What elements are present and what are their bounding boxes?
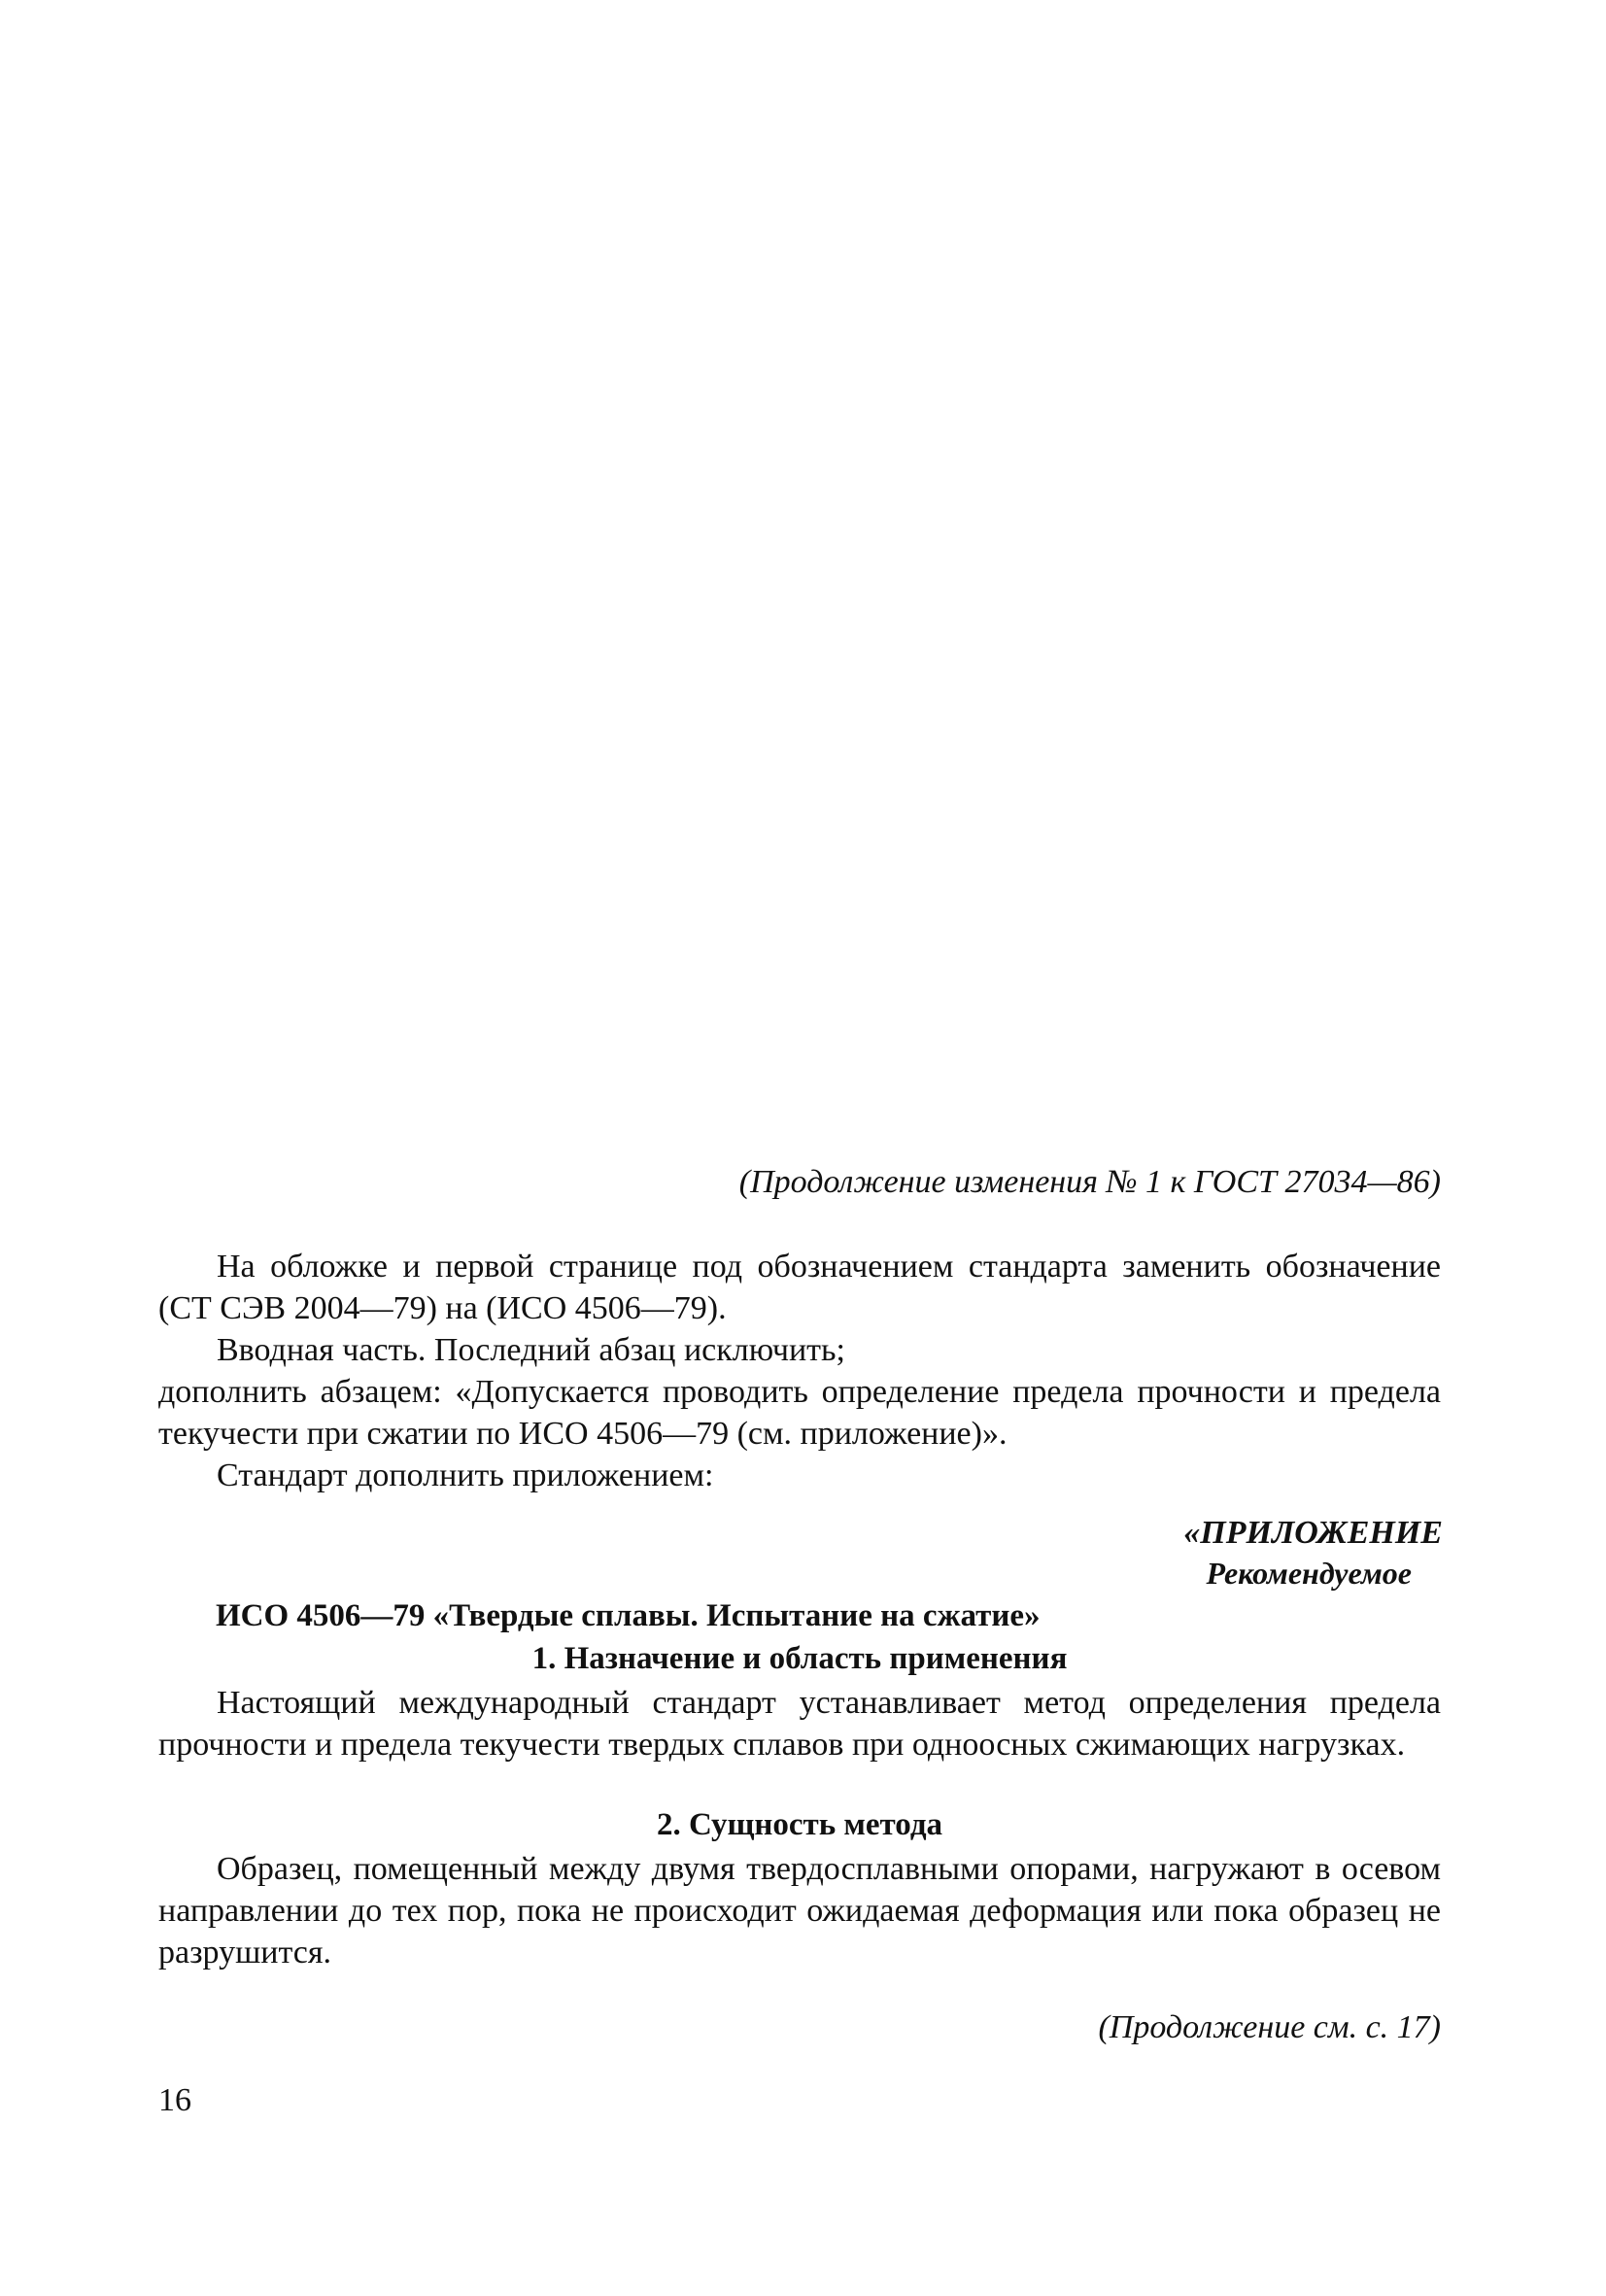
section-body-2 (158, 1848, 1441, 1973)
section-heading-1: 1. Назначение и область применения (531, 1641, 1068, 1676)
standard-title: ИСО 4506—79 «Твердые сплавы. Испытание на сжатие» (216, 1598, 1041, 1633)
intro-paragraph-1: На обложке и первой странице под обозначением стандарта заменить обозначение (СТ СЭВ 2004—79) на (ИСО 4506—79). (158, 1249, 1441, 1326)
continuation-footer: (Продолжение см. с. 17) (1098, 2009, 1441, 2045)
section-paragraph-2: Образец, помещенный между двумя твердосплавными опорами, нагружают в осевом направлении до тех пор, пока не происходит ожидаемая деформация или пока образец не разрушится. (158, 1851, 1441, 1970)
appendix-type: Рекомендуемое (1206, 1556, 1412, 1591)
page-number: 16 (158, 2082, 191, 2118)
section-heading-2: 2. Сущность метода (656, 1807, 943, 1842)
intro-paragraph-2: Вводная часть. Последний абзац исключить; (217, 1332, 845, 1368)
intro-block (158, 1246, 1441, 1496)
section-body-1 (158, 1682, 1441, 1765)
continuation-header: (Продолжение изменения № 1 к ГОСТ 27034—86) (738, 1164, 1441, 1200)
intro-paragraph-4: Стандарт дополнить приложением: (217, 1457, 714, 1493)
section-paragraph-1: Настоящий международный стандарт устанавливает метод определения предела прочности и предела текучести твердых сплавов при одноосных сжимающих нагрузках. (158, 1685, 1441, 1763)
intro-paragraph-3: дополнить абзацем: «Допускается проводить определение предела прочности и предела текучести при сжатии по ИСО 4506—79 (см. приложение)». (158, 1374, 1441, 1452)
appendix-label: «ПРИЛОЖЕНИЕ (1183, 1515, 1443, 1551)
